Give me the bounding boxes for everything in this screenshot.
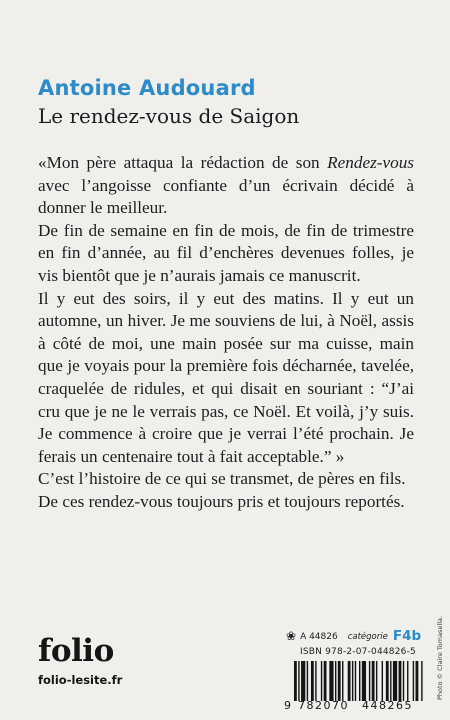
book-title: Le rendez-vous de Saigon [38, 104, 300, 128]
category-label: catégorie [347, 632, 388, 642]
barcode-bar [372, 661, 375, 701]
barcode-bar [413, 661, 414, 701]
barcode-bar [338, 661, 341, 701]
barcode-bar [407, 661, 408, 701]
barcode-bar [386, 661, 389, 701]
barcode-bar [311, 661, 314, 701]
barcode-bar [403, 661, 404, 701]
barcode-bar [362, 661, 366, 701]
barcode-bar [416, 661, 419, 701]
barcode-bar [390, 661, 391, 701]
author-name: Antoine Audouard [38, 76, 256, 100]
barcode-bar [393, 661, 397, 701]
fleuron-icon: ❀ [286, 629, 297, 643]
category-code: F4b [392, 628, 422, 644]
barcode-bar [335, 661, 336, 701]
barcode-bar [324, 661, 327, 701]
barcode-bar [369, 661, 370, 701]
barcode-bar [307, 661, 308, 701]
barcode-bar [376, 661, 377, 701]
publisher-website: folio-lesite.fr [38, 673, 123, 687]
blurb-text: «Mon père attaqua la rédaction de son [38, 153, 328, 172]
blurb-paragraph: De fin de semaine en fin de mois, de fin de trimestre en fin d’année, au fil d’enchères devenues folles, je vis bientôt que je n’aurais jamais ce manuscrit. [38, 220, 414, 285]
barcode-bar [301, 661, 305, 701]
catalog-code: A 44826 [300, 632, 338, 642]
barcode-bar [342, 661, 343, 701]
barcode-bar [315, 661, 316, 701]
barcode [284, 661, 426, 711]
blurb-paragraph: Il y eut des soirs, il y eut des matins. Il y eut un automne, un hiver. Je me souviens de lui, à Noël, assis à côté de moi, une main posée sur ma cuisse, main que je voyais pour la première fois décharnée, tavelée, craquelée de ridules, et qui disait en souriant : “J’ai cru que je ne le verrais pas, ce Noël. Et voilà, j’y suis. Je commence à croire que je verrai l’été prochain. Je ferais un centenaire tout à fait acceptable.” » [38, 288, 414, 466]
barcode-bar [382, 661, 383, 701]
barcode-bar [348, 661, 351, 701]
barcode-bar [321, 661, 322, 701]
barcode-bar [421, 661, 422, 701]
barcode-bar [355, 661, 356, 701]
blurb-paragraph [38, 152, 414, 220]
barcode-bar [359, 661, 360, 701]
barcode-bar [399, 661, 402, 701]
barcode-digit-group: 448265 [362, 699, 413, 712]
barcode-bar [352, 661, 353, 701]
blurb [38, 152, 414, 514]
barcode-bar [298, 661, 299, 701]
publisher-logo: folio [38, 633, 114, 669]
isbn: ISBN 978-2-07-044826-5 [300, 647, 416, 657]
blurb-text: avec l’angoisse confiante d’un écrivain décidé à donner le meilleur. [38, 175, 414, 218]
barcode-digit-group: 782070 [298, 699, 349, 712]
barcode-digit-first: 9 [284, 699, 291, 712]
photo-credit: Photo © Claire Tomasella. [436, 615, 444, 700]
blurb-paragraph: De ces rendez-vous toujours pris et toujours reportés. [38, 491, 405, 511]
catalog-info [286, 628, 421, 644]
barcode-bar [294, 661, 297, 701]
barcode-bar [329, 661, 333, 701]
barcode-bars [294, 661, 424, 701]
blurb-paragraph: C’est l’histoire de ce qui se transmet, de pères en fils. [38, 469, 406, 489]
blurb-italic-title: Rendez-vous [327, 153, 414, 172]
